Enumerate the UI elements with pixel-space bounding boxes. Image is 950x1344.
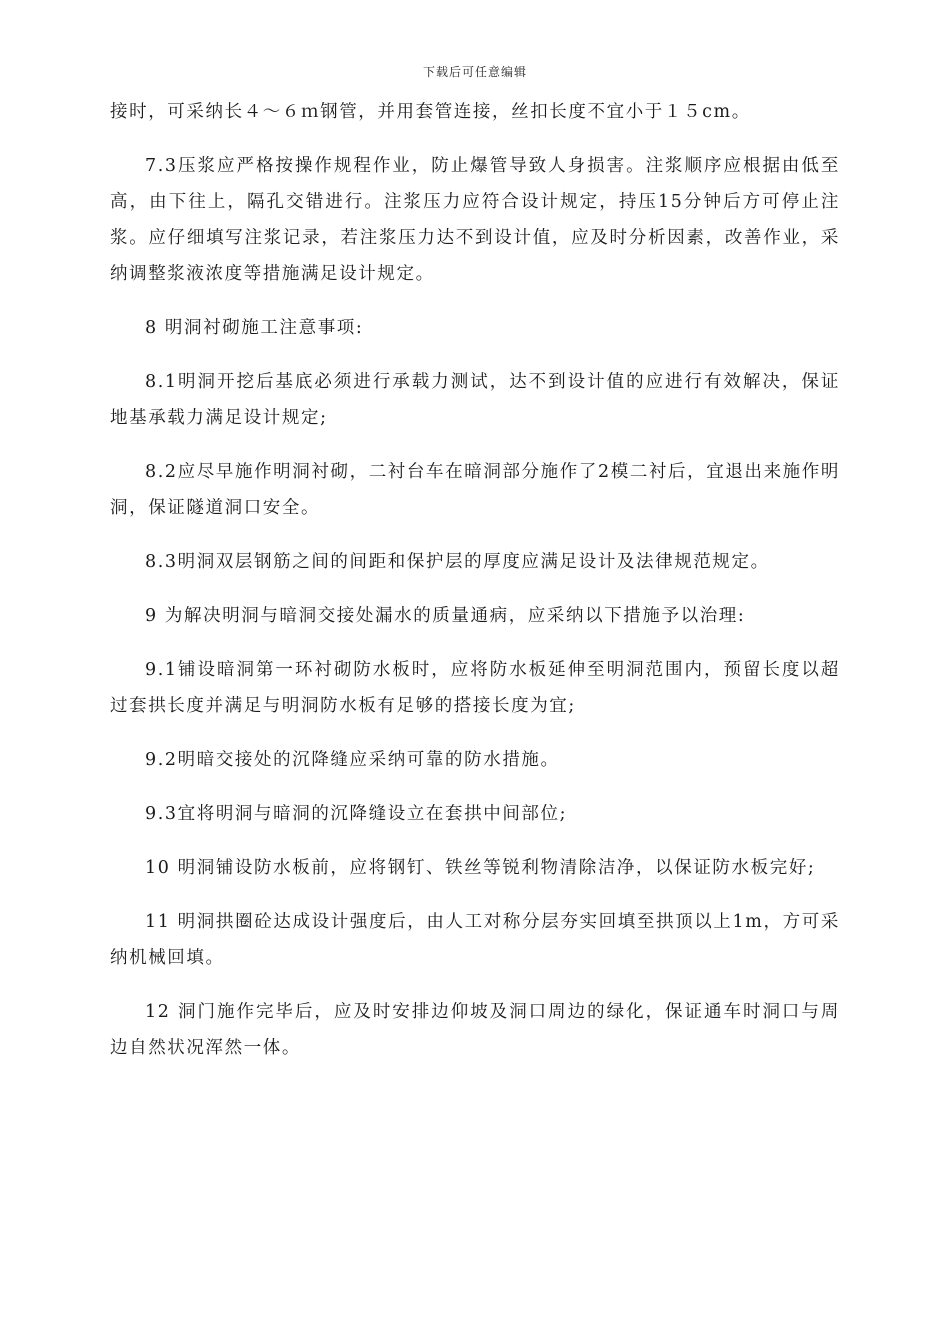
page-header: 下载后可任意编辑 (422, 65, 527, 79)
paragraph-8-3: 8.3明洞双层钢筋之间的间距和保护层的厚度应满足设计及法律规范规定。 (145, 552, 770, 572)
paragraph-7-3: 7.3压浆应严格按操作规程作业，防止爆管导致人身损害。注浆顺序应根据由低至高，由下往上，隔孔交错进行。注浆压力应符合设计规定，持压15分钟后方可停止注浆。应仔细填写注浆记录，若注浆压力达不到设计值，应及时分析因素，改善作业，采纳调整浆液浓度等措施满足设计规定。 (110, 156, 840, 284)
paragraph-9-3: 9.3宜将明洞与暗洞的沉降缝设立在套拱中间部位; (145, 804, 568, 824)
paragraph-8-2: 8.2应尽早施作明洞衬砌，二衬台车在暗洞部分施作了2模二衬后，宜退出来施作明洞，保证隧道洞口安全。 (110, 462, 840, 518)
paragraph-8-1: 8.1明洞开挖后基底必须进行承载力测试，达不到设计值的应进行有效解决，保证地基承载力满足设计规定; (110, 372, 840, 428)
paragraph-12: 12 洞门施作完毕后，应及时安排边仰坡及洞口周边的绿化，保证通车时洞口与周边自然状况浑然一体。 (110, 1002, 840, 1058)
paragraph-9-2: 9.2明暗交接处的沉降缝应采纳可靠的防水措施。 (145, 750, 560, 770)
paragraph-10: 10 明洞铺设防水板前，应将钢钉、铁丝等锐利物清除洁净，以保证防水板完好; (145, 858, 816, 878)
paragraph-continuation: 接时，可采纳长４～６ｍ钢管，并用套管连接，丝扣长度不宜小于１５cm。 (110, 102, 751, 122)
section-heading-9: 9 为解决明洞与暗洞交接处漏水的质量通病，应采纳以下措施予以治理: (145, 606, 746, 626)
document-body (110, 94, 840, 1066)
section-heading-8: 8 明洞衬砌施工注意事项: (145, 318, 364, 338)
paragraph-11: 11 明洞拱圈砼达成设计强度后，由人工对称分层夯实回填至拱顶以上1m，方可采纳机械回填。 (110, 912, 840, 968)
paragraph-9-1: 9.1铺设暗洞第一环衬砌防水板时，应将防水板延伸至明洞范围内，预留长度以超过套拱长度并满足与明洞防水板有足够的搭接长度为宜; (110, 660, 840, 716)
